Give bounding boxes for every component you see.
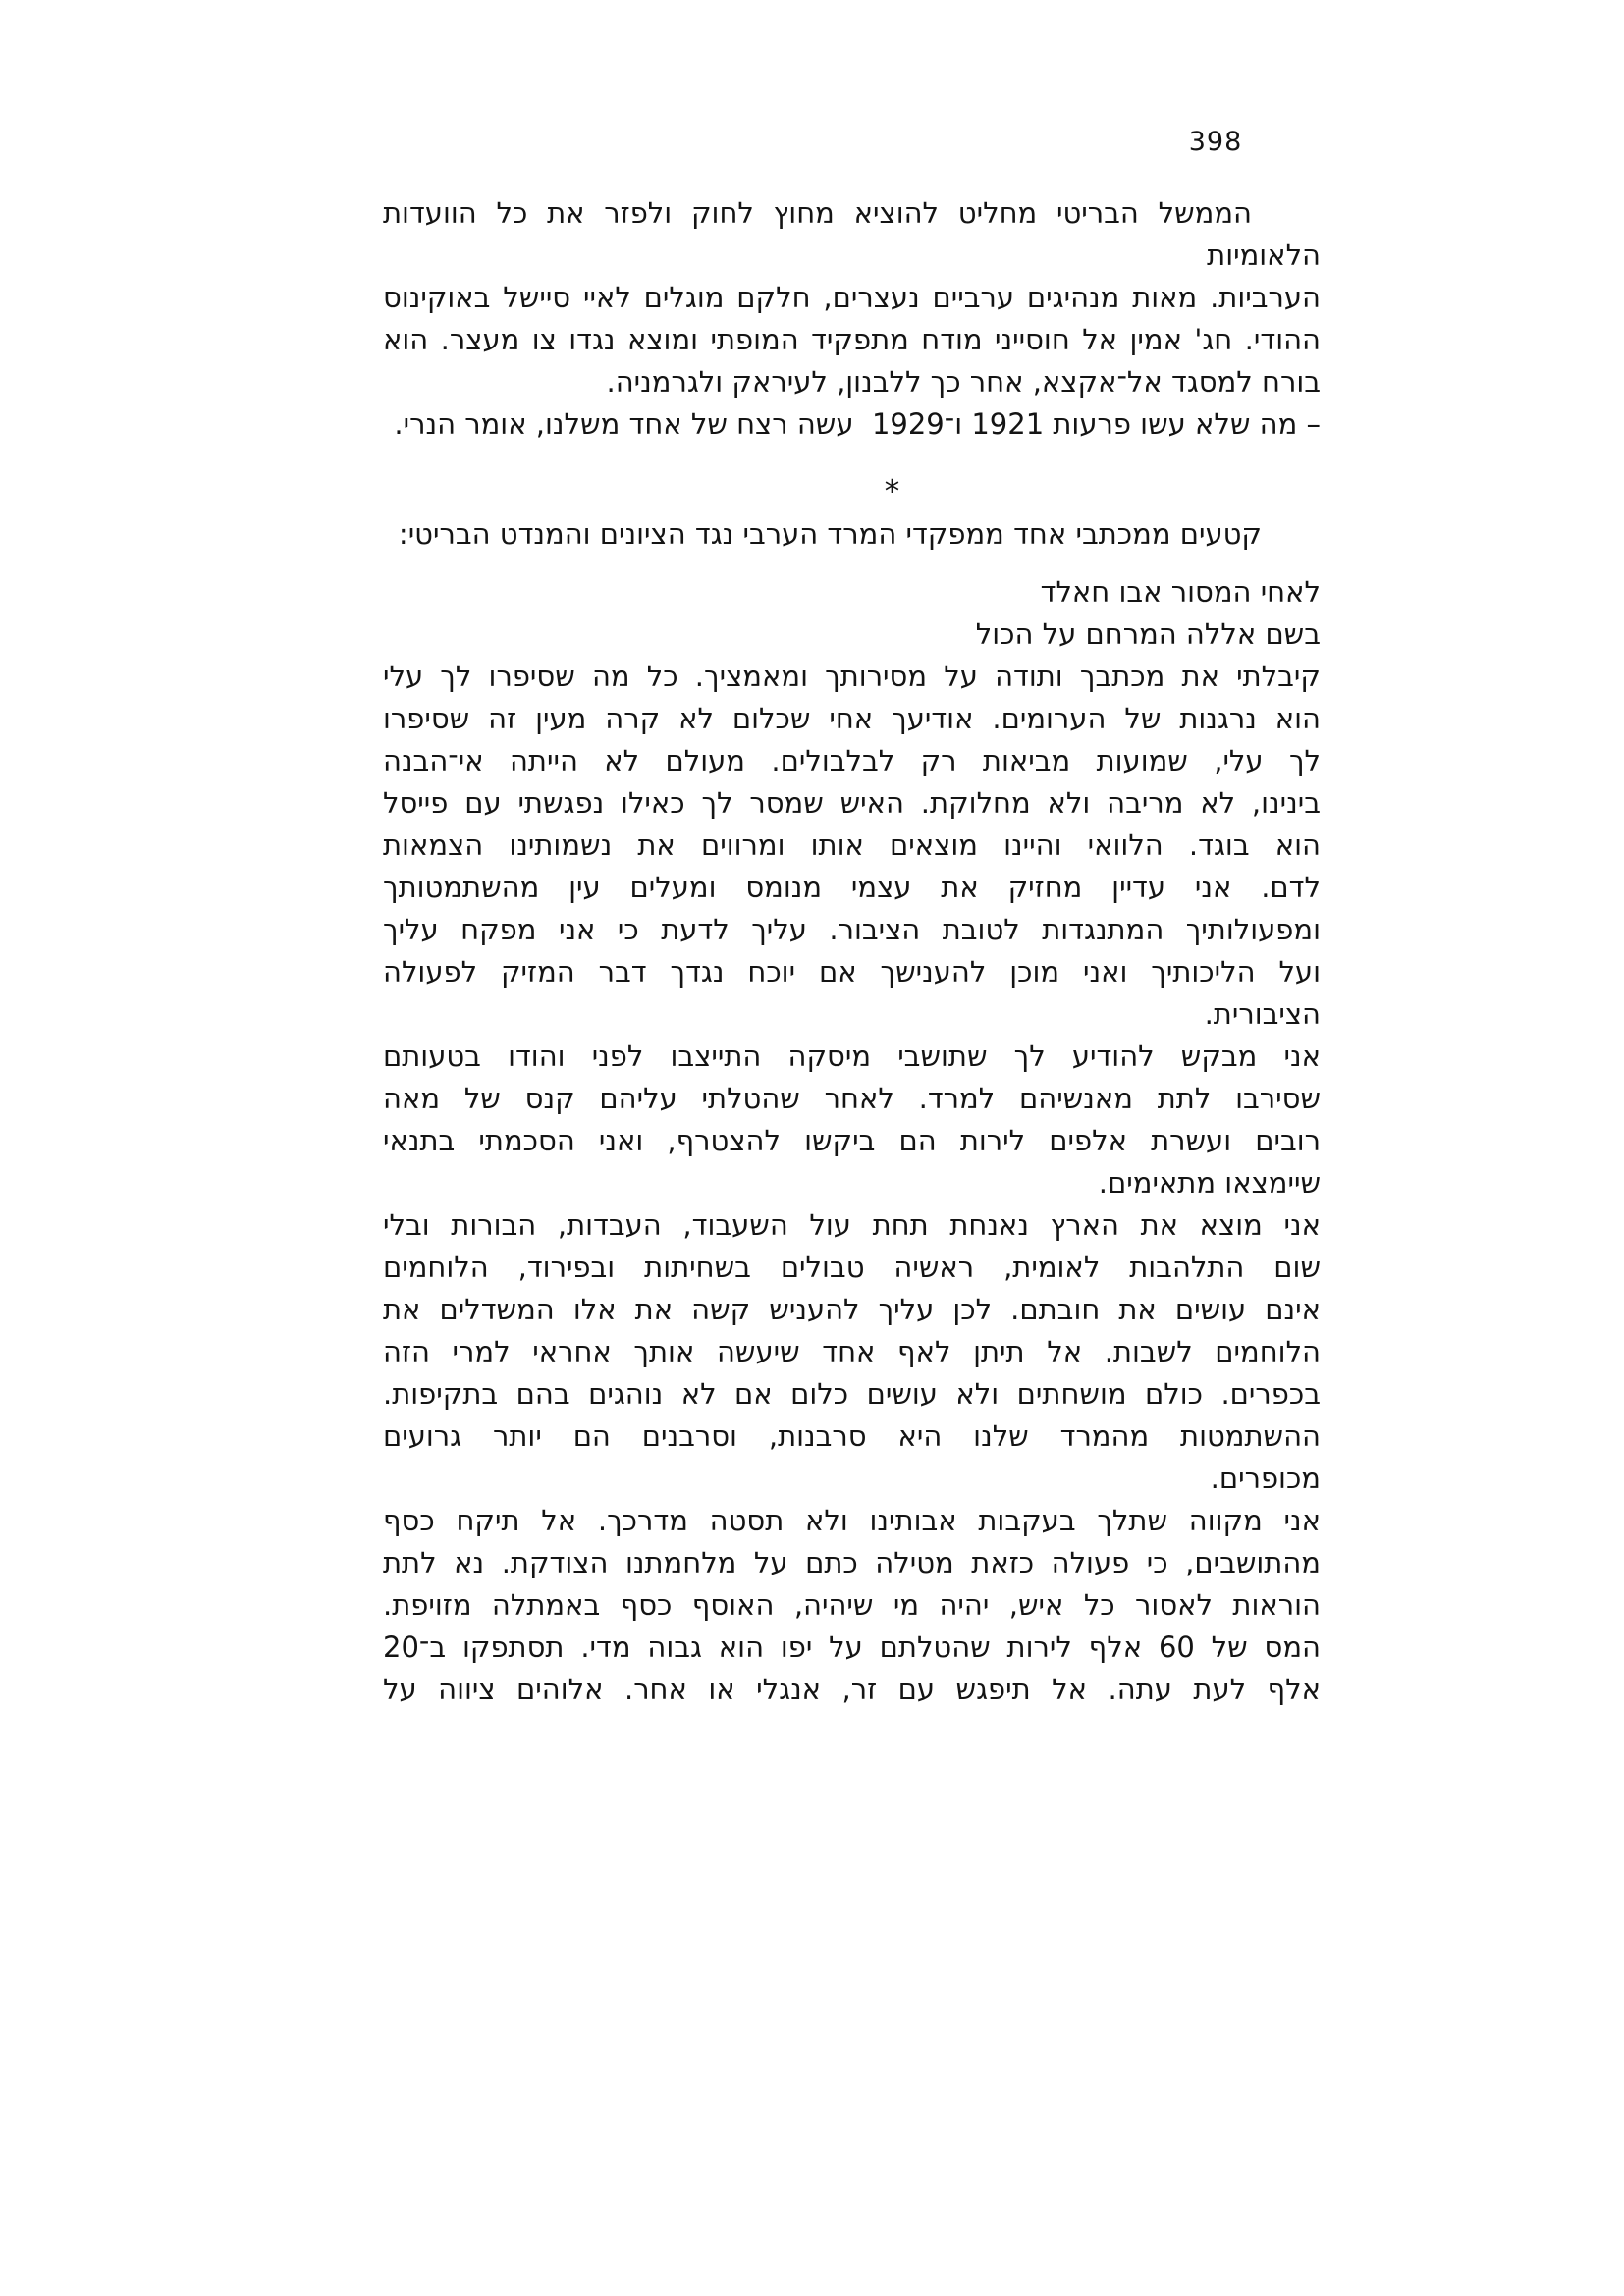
text-line: הוא נרגנות של הערומים. אודיעך אחי שכלום לא קרה מעין זה שסיפרו — [383, 702, 1321, 735]
text-line: אני מקווה שתלך בעקבות אבותינו ולא תסטה מדרכך. אל תיקח כסף — [383, 1504, 1321, 1537]
letter-address-line: לאחי המסור אבו חאלד — [1040, 575, 1321, 609]
text-line: בינינו, לא מריבה ולא מחלוקת. האיש שמסר לך כאילו נפגשתי עם פייסל — [383, 786, 1321, 820]
text-line: קיבלתי את מכתבך ותודה על מסירותך ומאמציך. כל מה שסיפרו לך עלי — [383, 660, 1321, 693]
text-line: רובים ועשרת אלפים לירות הם ביקשו להצטרף, ואני הסכמתי בתנאי — [383, 1124, 1321, 1157]
text-line: ומפעולותיך המתנגדות לטובת הציבור. עליך לדעת כי אני מפקח עליך — [383, 913, 1321, 946]
letter-paragraph — [383, 1204, 1321, 1500]
text-line: לך עלי, שמועות מביאות רק לבלבולים. מעולם לא הייתה אי־הבנה — [383, 744, 1321, 777]
text-line: בכפרים. כולם מושחתים ולא עושים כלום אם לא נוהגים בהם בתקיפות. — [383, 1377, 1321, 1411]
text-line: מהתושבים, כי פעולה כזאת מטילה כתם על מלחמתנו הצודקת. נא לתת — [383, 1546, 1321, 1579]
text-line: אני מבקש להודיע לך שתושבי מיסקה התייצבו לפני והודו בטעותם — [383, 1040, 1321, 1073]
text-line: ההשתמטות מהמרד שלנו היא סרבנות, וסרבנים הם יותר גרועים — [383, 1419, 1321, 1453]
text-line: שיימצאו מתאימים. — [1098, 1166, 1321, 1200]
letter-invocation-line: בשם אללה המרחם על הכול — [975, 617, 1321, 651]
text-line: הערביות. מאות מנהיגים ערביים נעצרים, חלקם מוגלים לאיי סיישל באוקינוס — [383, 281, 1321, 314]
page-number: 398 — [1188, 127, 1243, 157]
section-separator-asterisk: * — [884, 474, 900, 509]
letter-paragraph — [383, 656, 1321, 1036]
text-line: שום התלהבות לאומית, ראשיה טבולים בשחיתות ובפירוד, הלוחמים — [383, 1251, 1321, 1284]
text-line: בורח למסגד אל־אקצא, אחר כך ללבנון, לעיראק ולגרמניה. — [606, 365, 1321, 399]
text-line: אני מוצא את הארץ נאנחת תחת עול השעבוד, העבדות, הבורות ובלי — [383, 1208, 1321, 1242]
text-line: אלף לעת עתה. אל תיפגש עם זר, אנגלי או אחר. אלוהים ציווה על — [383, 1673, 1321, 1706]
text-line: אינם עושים את חובתם. לכן עליך להעניש קשה את אלו המשדלים את — [383, 1293, 1321, 1326]
letter-salutation — [383, 571, 1321, 656]
text-line: ההודי. חג' אמין אל חוסייני מודח מתפקיד המופתי ומוצא נגדו צו מעצר. הוא — [383, 323, 1321, 356]
letter-paragraph — [383, 1036, 1321, 1204]
opening-paragraph — [383, 192, 1321, 403]
text-line: שסירבו לתת מאנשיהם למרד. לאחר שהטלתי עליהם קנס של מאה — [383, 1082, 1321, 1115]
text-line: המס של 60 אלף לירות שהטלתם על יפו הוא גבוה מדי. תסתפקו ב־20 — [383, 1630, 1321, 1664]
text-line: מכופרים. — [1210, 1462, 1321, 1495]
text-line: הממשל הבריטי מחליט להוציא מחוץ לחוק ולפזר את כל הוועדות הלאומיות — [383, 196, 1321, 272]
body-text — [383, 192, 1321, 1711]
text-line: הציבורית. — [1204, 997, 1321, 1031]
text-line: ועל הליכותיך ואני מוכן להענישך אם יוכח נגדך דבר המזיק לפעולה — [383, 955, 1321, 988]
text-line: לדם. אני עדיין מחזיק את עצמי מנומס ומעלים עין מהשתמטותך — [383, 871, 1321, 904]
letter-paragraph — [383, 1500, 1321, 1711]
text-line: הוראות לאסור כל איש, יהיה מי שיהיה, האוסף כסף באמתלה מזויפת. — [383, 1588, 1321, 1622]
text-line: הוא בוגד. הלוואי והיינו מוצאים אותו ומרווים את נשמותינו הצמאות — [383, 828, 1321, 862]
text-line: הלוחמים לשבות. אל תיתן לאף אחד שיעשה אותך אחראי למרי הזה — [383, 1335, 1321, 1368]
narrator-dialogue-line: – מה שלא עשו פרעות 1921 ו־1929 עשה רצח של אחד משלנו, אומר הנרי. — [394, 407, 1321, 441]
letter-intro-line: קטעים ממכתבי אחד ממפקדי המרד הערבי נגד הציונים והמנדט הבריטי: — [398, 517, 1262, 551]
